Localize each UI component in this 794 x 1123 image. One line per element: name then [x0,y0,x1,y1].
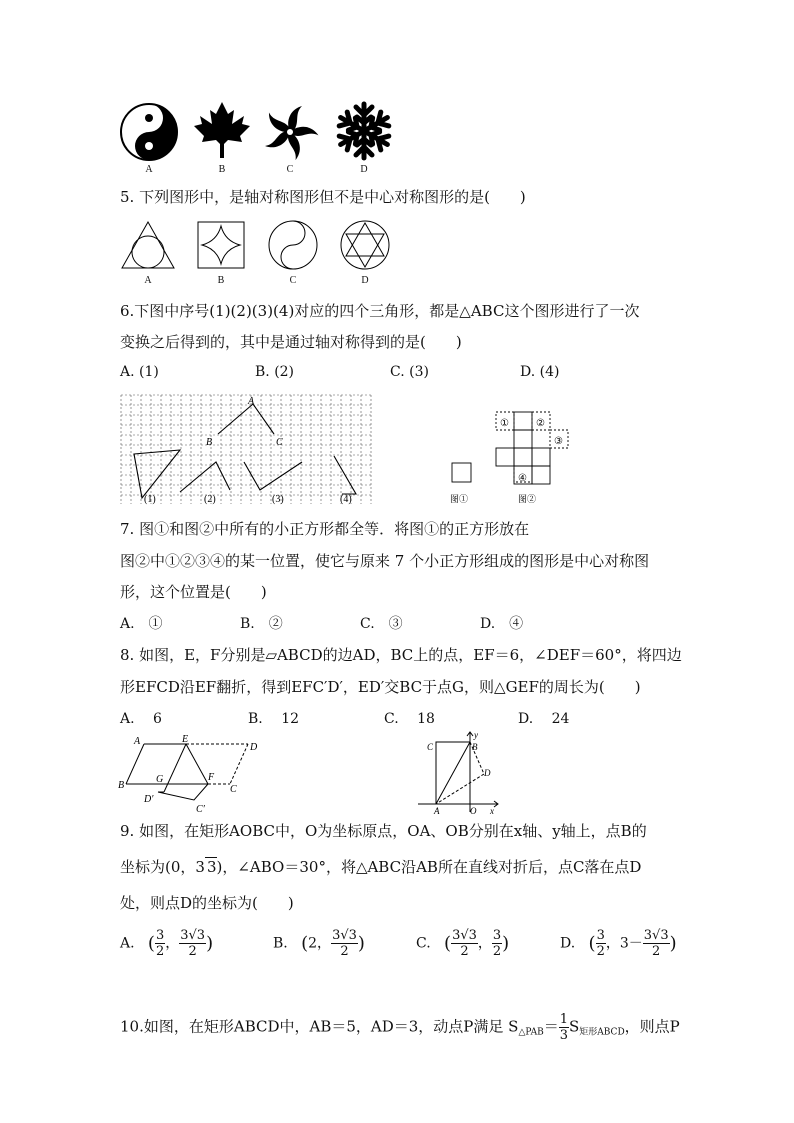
q9-stem-line2: 坐标为(0，3 3)，∠ABO＝30°，将△ABC沿AB所在直线对折后，点C落在点D [120,858,642,876]
label-b: B [472,742,478,752]
q6-grid-figure [120,394,372,506]
triangle-1 [134,450,180,498]
square-label-1: ① [500,418,509,429]
q9-option-b: B. (2， $\frac{3√3}{2}$ ) [273,928,365,959]
grid-label-a: A [248,396,255,407]
q10-stem: 10.如图，在矩形ABCD中，AB＝5，AD＝3，动点P满足 $S_{\triangle PAB}=$ $\frac{1}{3}$ $S_{矩形ABCD}$，则点P [120,1012,680,1043]
q6-option-d: D. (4) [520,364,560,380]
q9-coordinate-figure [414,728,504,816]
fig-caption-1: 图① [450,494,469,504]
triangle-2 [180,462,230,492]
grid-label-4: (4) [340,494,352,505]
square-label-2: ② [536,418,545,429]
q6-stem-line1: 6.下图中序号(1)(2)(3)(4)对应的四个三角形，都是△ABC这个图形进行了一次 [120,302,640,320]
q4-caption-b: B [218,164,226,175]
q5-caption-c: C [289,275,297,286]
label-b: B [118,780,125,791]
square-label-4: ④ [518,473,527,484]
q7-stem-line2: 图②中①②③④的某一位置，使它与原来 7 个小正方形组成的图形是中心对称图 [120,552,650,570]
bauhinia-icon [265,106,319,160]
grid-label-b: B [206,437,213,448]
q8-option-a: A. 6 [120,711,162,727]
label-c: C [230,784,237,795]
triangle-3 [244,462,302,490]
q7-option-d: D. ④ [480,616,524,632]
grid-label-2: (2) [204,494,216,505]
q6-option-a: A. (1) [120,364,159,380]
q9-option-d: D. ( $\frac{3}{2}$ ，3－ $\frac{3√3}{2}$ ) [560,928,677,959]
label-c-prime: C′ [196,804,205,815]
q9-stem-line3: 处，则点D的坐标为( ) [120,894,294,912]
label-a: A [134,736,141,747]
q9-option-a: A. ( $\frac{3}{2}$ ， $\frac{3√3}{2}$ ) [120,928,214,959]
label-d: D [250,742,258,753]
sqrt-3: 3 [206,858,217,876]
q7-stem-line1: 7. 图①和图②中所有的小正方形都全等．将图①的正方形放在 [120,520,530,538]
q7-stem-line3: 形，这个位置是( ) [120,583,267,601]
q7-option-b: B. ② [240,616,283,632]
q5-caption-a: A [144,275,152,286]
q7-option-c: C. ③ [360,616,403,632]
q8-figure-svg [116,734,266,816]
label-a: A [434,806,440,816]
label-f: F [208,772,215,783]
q5-caption-b: B [217,275,225,286]
triangle-arcs-figure [122,222,174,268]
grid-label-3: (3) [272,494,284,505]
q5-stem: 5. 下列图形中，是轴对称图形但不是中心对称图形的是( ) [120,188,526,206]
label-y: y [474,730,478,740]
square-star-figure [198,222,244,268]
grid-label-c: C [276,437,283,448]
q6-option-b: B. (2) [255,364,295,380]
q8-stem-line2: 形EFCD沿EF翻折，得到EFC′D′，ED′交BC于点G，则△GEF的周长为( ) [120,678,641,696]
hexagram-circle-figure [341,221,389,269]
circle-s-curve-figure [269,221,317,269]
maple-leaf-icon [194,102,250,158]
q9-option-c: C. ( $\frac{3√3}{2}$ ， $\frac{3}{2}$ ) [416,928,510,959]
q6-squares-figure [444,408,574,508]
fig-caption-2: 图② [518,494,537,504]
q7-option-a: A. ① [120,616,163,632]
q5-figures-svg [118,218,398,274]
label-o: O [470,806,477,816]
label-d-prime: D′ [144,794,154,805]
snowflake-icon [337,104,392,158]
q6-squares-svg [444,408,574,508]
q8-option-d: D. 24 [518,711,570,727]
q6-grid-svg [120,394,372,506]
q6-option-c: C. (3) [390,364,429,380]
yin-yang-icon [121,104,177,160]
q8-option-c: C. 18 [384,711,435,727]
label-c: C [427,742,434,752]
q9-stem-line1: 9. 如图，在矩形AOBC中，O为坐标原点，OA、OB分别在x轴、y轴上，点B的 [120,822,647,840]
label-x: x [490,806,494,816]
q5-caption-d: D [361,275,369,286]
q8-option-b: B. 12 [248,711,300,727]
q9-figure-svg [414,728,504,816]
q5-figures [118,218,398,274]
q4-caption-c: C [286,164,294,175]
label-d: D [484,768,491,778]
square-label-3: ③ [554,436,563,447]
q4-caption-d: D [360,164,368,175]
square-figure-1 [452,463,471,482]
label-e: E [182,734,189,745]
label-g: G [156,774,164,785]
q8-stem-line1: 8. 如图，E，F分别是▱ABCD的边AD，BC上的点，EF＝6，∠DEF＝60°，将四边 [120,646,682,664]
grid-label-1: (1) [144,494,156,505]
triangle-abc [218,404,274,434]
q4-caption-a: A [145,164,153,175]
q6-stem-line2: 变换之后得到的，其中是通过轴对称得到的是( ) [120,333,462,351]
q8-parallelogram-figure [116,734,266,816]
